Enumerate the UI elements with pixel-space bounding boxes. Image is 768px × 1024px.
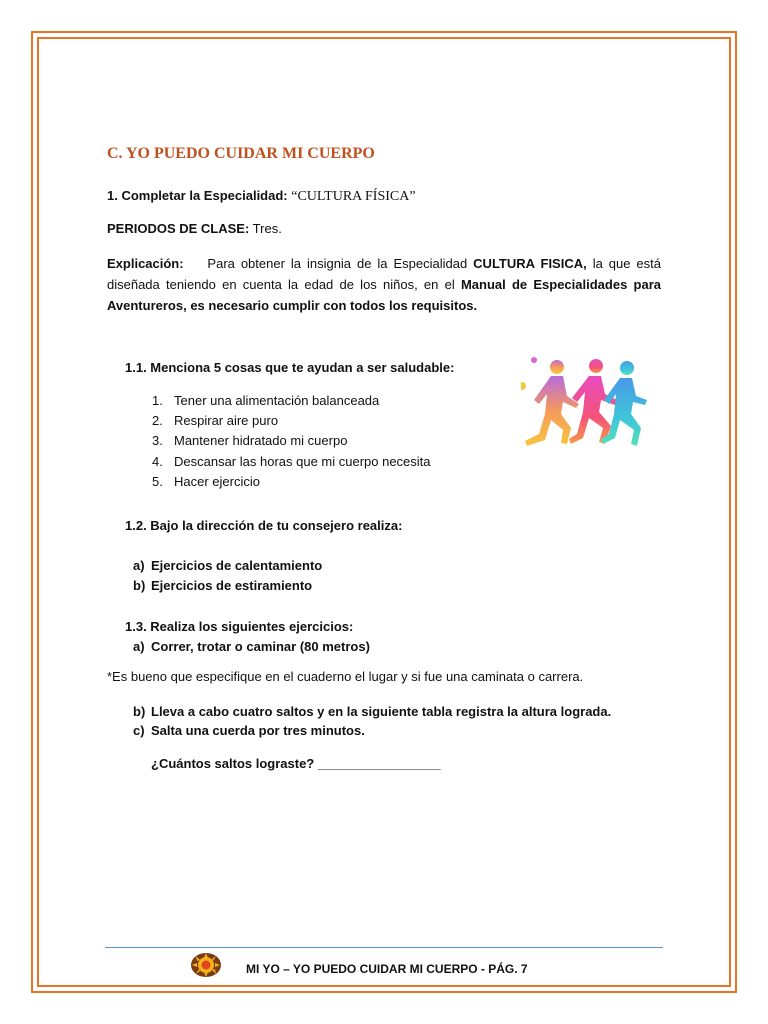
- list-item-text: Ejercicios de calentamiento: [151, 558, 323, 573]
- list-item: [133, 639, 370, 654]
- list-item-letter: b): [133, 704, 146, 719]
- explanation-label: Explicación:: [107, 256, 184, 271]
- class-periods-value: Tres.: [249, 221, 282, 236]
- specialty-value: “CULTURA FÍSICA”: [291, 189, 416, 204]
- list-item-number: 4.: [152, 454, 163, 469]
- list-item-number: 3.: [152, 433, 163, 448]
- list-item: [133, 723, 365, 738]
- list-item-text: Hacer ejercicio: [174, 474, 260, 489]
- footer-rule: [105, 947, 663, 948]
- page-border-inner: [37, 37, 731, 987]
- specialty-label: 1. Completar la Especialidad:: [107, 188, 288, 203]
- question-1-2-title: 1.2. Bajo la dirección de tu consejero realiza:: [125, 518, 403, 533]
- list-item-number: 5.: [152, 474, 163, 489]
- list-item-letter: a): [133, 639, 145, 654]
- explanation-paragraph: [107, 253, 661, 316]
- list-item: [152, 413, 278, 428]
- question-1-1-title: 1.1. Menciona 5 cosas que te ayudan a ser saludable:: [125, 360, 455, 375]
- specialty-line: [107, 188, 416, 205]
- explanation-bold-2: Manual de Especialidades para Aventureros, es necesario cumplir con todos los requisitos.: [107, 277, 661, 313]
- question-1-3-title: 1.3. Realiza los siguientes ejercicios:: [125, 619, 354, 634]
- runners-illustration: [521, 354, 648, 452]
- list-item: [133, 704, 611, 719]
- list-item-text: Mantener hidratado mi cuerpo: [174, 433, 348, 448]
- footer-text: MI YO – YO PUEDO CUIDAR MI CUERPO - PÁG. 7: [246, 962, 528, 976]
- list-item-text: Respirar aire puro: [174, 413, 279, 428]
- section-heading: C. YO PUEDO CUIDAR MI CUERPO: [107, 145, 375, 162]
- note-text: *Es bueno que especifique en el cuaderno el lugar y si fue una caminata o carrera.: [107, 669, 584, 684]
- adventurers-sun-logo-icon: [190, 952, 222, 978]
- list-item: [152, 433, 347, 448]
- list-item-text: Correr, trotar o caminar (80 metros): [151, 639, 370, 654]
- list-item-text: Tener una alimentación balanceada: [174, 393, 380, 408]
- list-item-text: Salta una cuerda por tres minutos.: [151, 723, 365, 738]
- list-item: [152, 393, 379, 408]
- decor-dot: [531, 357, 537, 363]
- runner-figure: [525, 360, 579, 446]
- list-item: [152, 454, 431, 469]
- list-item-text: Ejercicios de estiramiento: [151, 578, 313, 593]
- list-item: [133, 558, 322, 573]
- list-item-text: Descansar las horas que mi cuerpo necesita: [174, 454, 431, 469]
- list-item-number: 1.: [152, 393, 163, 408]
- jump-count-question: ¿Cuántos saltos lograste? _________________: [151, 756, 441, 771]
- list-item-letter: c): [133, 723, 145, 738]
- list-item-letter: a): [133, 558, 145, 573]
- explanation-bold-1: CULTURA FISICA,: [473, 256, 587, 271]
- class-periods-line: [107, 221, 282, 236]
- list-item-text: Lleva a cabo cuatro saltos y en la siguiente tabla registra la altura lograda.: [151, 704, 612, 719]
- list-item-number: 2.: [152, 413, 163, 428]
- class-periods-label: PERIODOS DE CLASE:: [107, 221, 250, 236]
- decor-dot: [521, 382, 526, 390]
- explanation-text-1: Para obtener la insignia de la Especialidad: [183, 256, 474, 271]
- list-item-letter: b): [133, 578, 146, 593]
- explanation-text-2: la que está diseñada teniendo en cuenta la edad de los niños, en el: [107, 256, 661, 292]
- list-item: [152, 474, 260, 489]
- list-item: [133, 578, 312, 593]
